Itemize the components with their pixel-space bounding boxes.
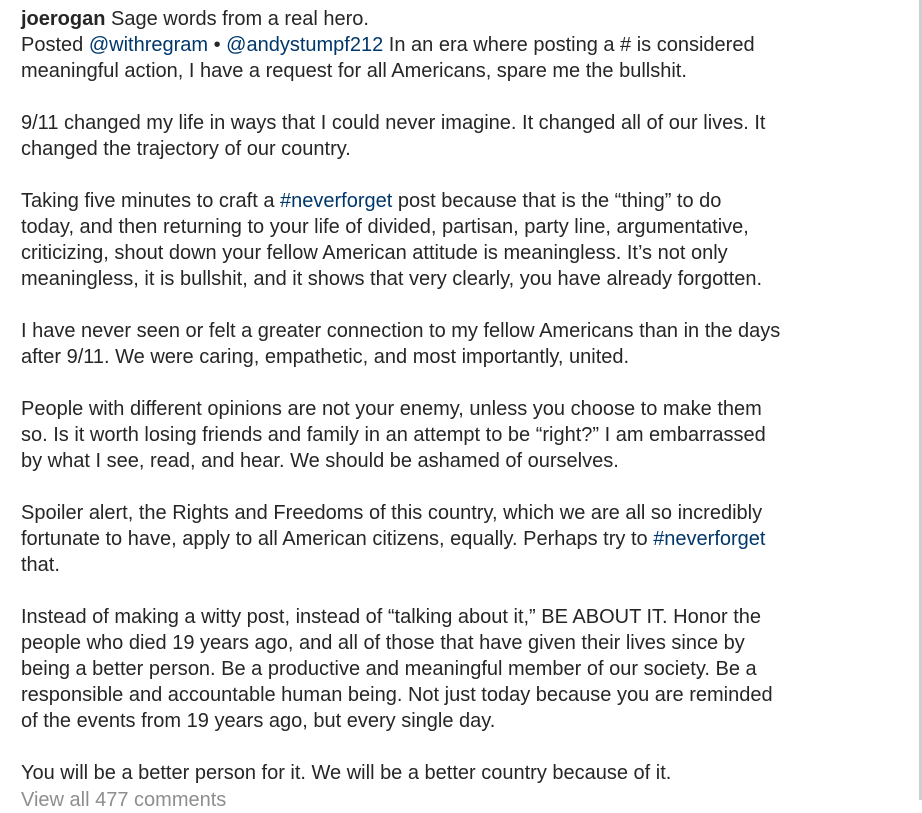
paragraph-4-line-2: so. Is it worth losing friends and family in an attempt to be “right?” I am embarrassed [21,424,766,446]
paragraph-1-line-1: 9/11 changed my life in ways that I could never imagine. It changed all of our lives. It [21,112,766,134]
view-all-comments-link[interactable]: View all 477 comments [21,789,227,811]
paragraph-2-line-2: today, and then returning to your life of divided, partisan, party line, argumentative, [21,216,749,238]
paragraph-4-line-1: People with different opinions are not your enemy, unless you choose to make them [21,398,762,420]
paragraph-6-line-5: of the events from 19 years ago, but every single day. [21,710,496,732]
paragraph-5-line-1: Spoiler alert, the Rights and Freedoms of this country, which we are all so incredibly [21,502,763,524]
mention-withregram[interactable]: @withregram [88,34,209,56]
paragraph-6-line-1: Instead of making a witty post, instead of “talking about it,” BE ABOUT IT. Honor the [21,606,761,628]
paragraph-5-line-3: that. [21,554,60,576]
paragraph-4-line-3: by what I see, read, and hear. We should be ashamed of ourselves. [21,450,619,472]
caption-header [21,6,906,32]
posted-prefix: Posted [21,34,89,56]
paragraph-2-line-3: criticizing, shout down your fellow American attitude is meaningless. It’s not only [21,242,728,264]
paragraph-3-line-2: after 9/11. We were caring, empathetic, and most importantly, united. [21,346,630,368]
paragraph-2-line-4: meaningless, it is bullshit, and it shows that very clearly, you have already forgotten. [21,268,763,290]
paragraph-3-line-1: I have never seen or felt a greater connection to my fellow Americans than in the days [21,320,781,342]
hashtag-neverforget-link[interactable]: #neverforget [280,190,393,212]
paragraph-7-line-1: You will be a better person for it. We will be a better country because of it. [21,762,672,784]
paragraph-2-text: Taking five minutes to craft a [21,190,281,212]
paragraph-5-line-2 [21,526,906,552]
hashtag-neverforget-link-2[interactable]: #neverforget [653,528,766,550]
mention-andystumpf212[interactable]: @andystumpf212 [226,34,384,56]
paragraph-6-line-3: being a better person. Be a productive and meaningful member of our society. Be a [21,658,757,680]
paragraph-6-line-2: people who died 19 years ago, and all of those that have given their lives since by [21,632,745,654]
caption-intro: Sage words from a real hero. [105,8,369,30]
paragraph-6-line-4: responsible and accountable human being. Not just today because you are reminded [21,684,773,706]
paragraph-1-line-2: changed the trajectory of our country. [21,138,351,160]
paragraph-2-text-cont: post because that is the “thing” to do [392,190,722,212]
caption-line-posted [21,32,906,58]
paragraph-5-text: fortunate to have, apply to all American citizens, equally. Perhaps try to [21,528,654,550]
separator-dot: • [208,34,227,56]
post-caption [21,6,906,786]
caption-line: meaningful action, I have a request for all Americans, spare me the bullshit. [21,60,687,82]
caption-text: In an era where posting a # is considered [383,34,755,56]
paragraph-2-line-1 [21,188,906,214]
username-link[interactable]: joerogan [21,8,106,30]
